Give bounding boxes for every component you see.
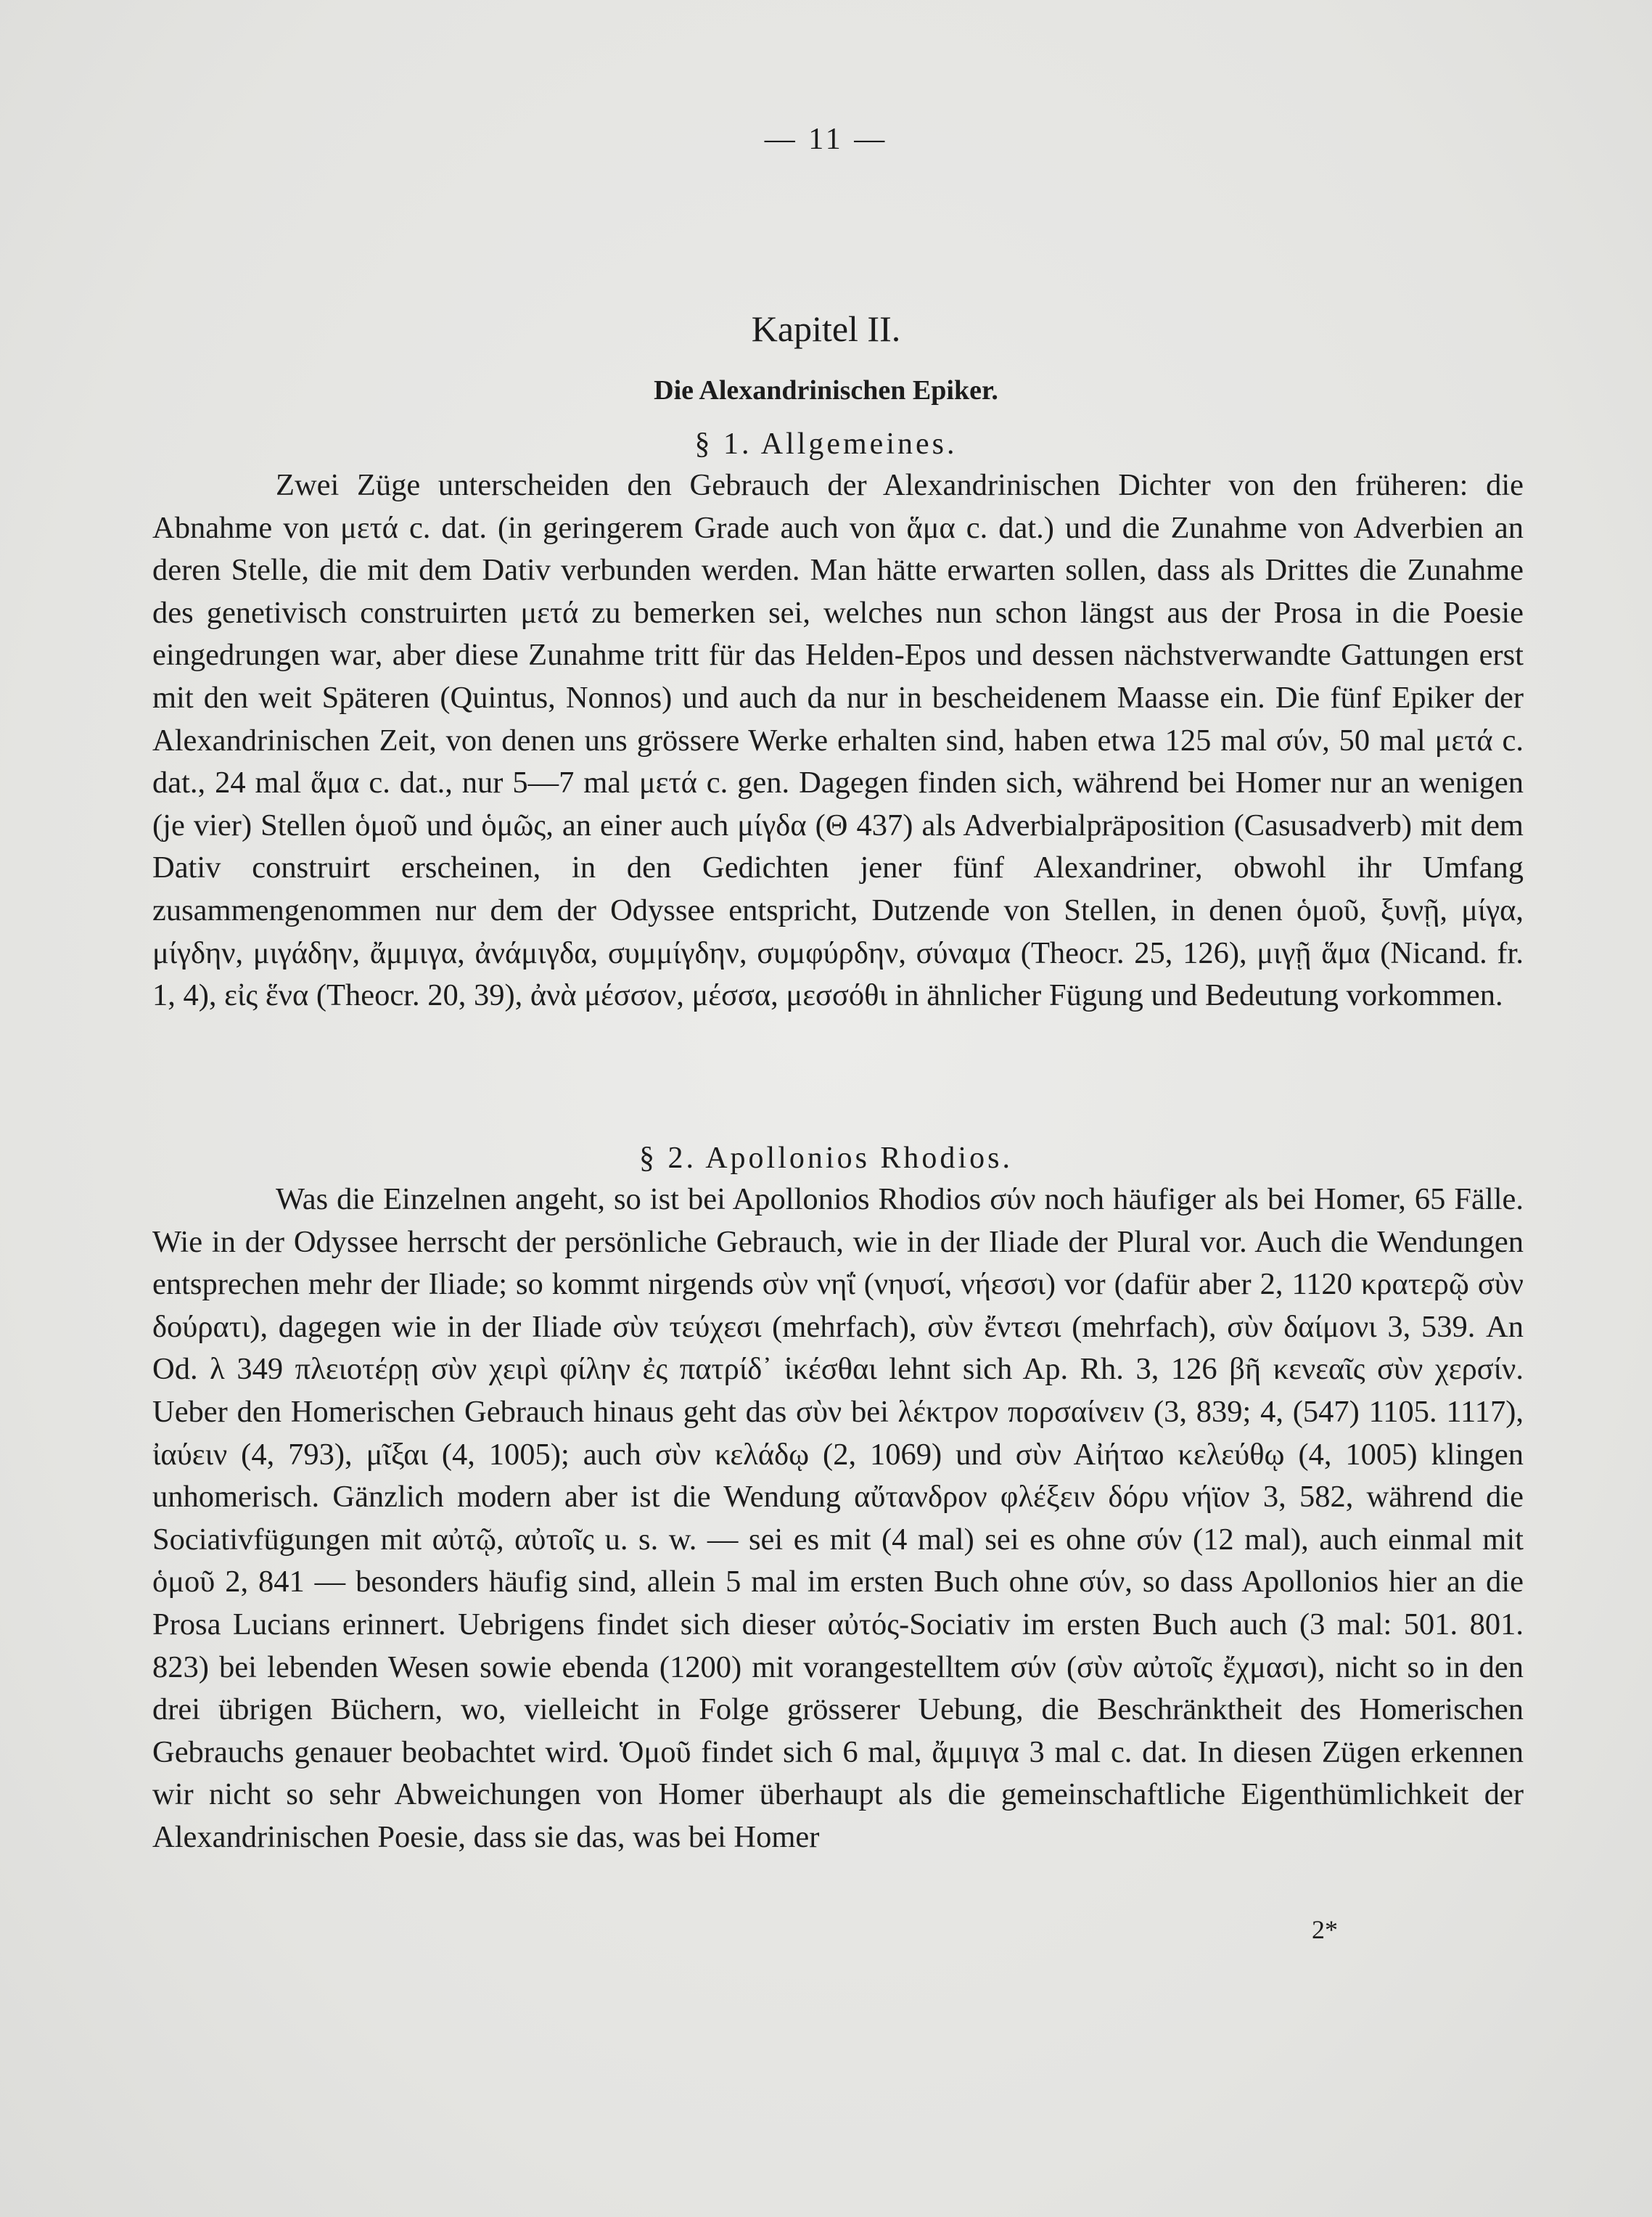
signature-mark: 2* [1312,1915,1338,1944]
section-paragraph-apollonios: Was die Einzelnen angeht, so ist bei Apollonios Rhodios σύν noch häufiger als bei Homer, 65 Fälle. Wie in der Odyssee herrscht der persönliche Gebrauch, wie in der Iliade der Plural vor. Auch die Wendungen entsprechen mehr der Iliade; so kommt nirgends σὺν νηΐ (νηυσί, νήεσσι) vor (dafür aber 2, 1120 κρατερῷ σὺν δούρατι), dagegen wie in der Iliade σὺν τεύχεσι (mehrfach), σὺν ἔντεσι (mehrfach), σὺν δαίμονι 3, 539. An Od. λ 349 πλειοτέρῃ σὺν χειρὶ φίλην ἐς πατρίδ᾽ ἱκέσθαι lehnt sich Ap. Rh. 3, 126 βῆ κενεαῖς σὺν χερσίν. Ueber den Homerischen Gebrauch hinaus geht das σὺν bei λέκτρον πορσαίνειν (3, 839; 4, (547) 1105. 1117), ἰαύειν (4, 793), μῖξαι (4, 1005); auch σὺν κελάδῳ (2, 1069) und σὺν Αἰήταο κελεύθῳ (4, 1005) klingen unhomerisch. Gänzlich modern aber ist die Wendung αὔτανδρον φλέξειν δόρυ νήϊον 3, 582, während die Sociativfügungen mit αὐτῷ, αὐτοῖς u. s. w. — sei es mit (4 mal) sei es ohne σύν (12 mal), auch einmal mit ὁμοῦ 2, 841 — besonders häufig sind, allein 5 mal im ersten Buch ohne σύν, so dass Apollonios hier an die Prosa Lucians erinnert. Uebrigens findet sich dieser αὐτός-Sociativ im ersten Buch auch (3 mal: 501. 801. 823) bei lebenden Wesen sowie ebenda (1200) mit vorangestelltem σύν (σὺν αὐτοῖς ἔχμασι), nicht so in den drei übrigen Büchern, wo, vielleicht in Folge grösserer Uebung, die Beschränktheit des Homerischen Gebrauchs genauer beobachtet wird. Ὁμοῦ findet sich 6 mal, ἄμμιγα 3 mal c. dat. In diesen Zügen erkennen wir nicht so sehr Abweichungen von Homer überhaupt als die gemeinschaftliche Eigenthümlichkeit der Alexandrinischen Poesie, dass sie das, was bei Homer [152,1182,1524,1854]
section-heading-allgemeines: § 1. Allgemeines. [694,427,958,461]
section-paragraph-allgemeines: Zwei Züge unterscheiden den Gebrauch der Alexandrinischen Dichter von den früheren: die Abnahme von μετά c. dat. (in geringerem Grade auch von ἅμα c. dat.) und die Zunahme von Adverbien an deren Stelle, die mit dem Dativ verbunden werden. Man hätte erwarten sollen, dass als Drittes die Zunahme des genetivisch construirten μετά zu bemerken sei, welches nun schon längst aus der Prosa in die Poesie eingedrungen war, aber diese Zunahme tritt für das Helden-Epos und dessen nächstverwandte Gattungen erst mit den weit Späteren (Quintus, Nonnos) und auch da nur in bescheidenem Maasse ein. Die fünf Epiker der Alexandrinischen Zeit, von denen uns grössere Werke erhalten sind, haben etwa 125 mal σύν, 50 mal μετά c. dat., 24 mal ἅμα c. dat., nur 5—7 mal μετά c. gen. Dagegen finden sich, während bei Homer nur an wenigen (je vier) Stellen ὁμοῦ und ὁμῶς, an einer auch μίγδα (Θ 437) als Adverbialpräposition (Casusadverb) mit dem Dativ construirt erscheinen, in den Gedichten jener fünf Alexandriner, obwohl ihr Umfang zusammengenommen nur dem der Odyssee entspricht, Dutzende von Stellen, in denen ὁμοῦ, ξυνῇ, μίγα, μίγδην, μιγάδην, ἄμμιγα, ἀνάμιγδα, συμμίγδην, συμφύρδην, σύναμα (Theocr. 25, 126), μιγῇ ἅμα (Nicand. fr. 1, 4), εἰς ἕνα (Theocr. 20, 39), ἀνὰ μέσσον, μέσσα, μεσσόθι in ähnlicher Fügung und Bedeutung vorkommen. [152,468,1524,1013]
chapter-title: Kapitel II. [751,308,901,349]
page-number: — 11 — [764,123,888,156]
section-heading-apollonios: § 2. Apollonios Rhodios. [639,1142,1013,1175]
chapter-subtitle: Die Alexandrinischen Epiker. [654,375,998,406]
